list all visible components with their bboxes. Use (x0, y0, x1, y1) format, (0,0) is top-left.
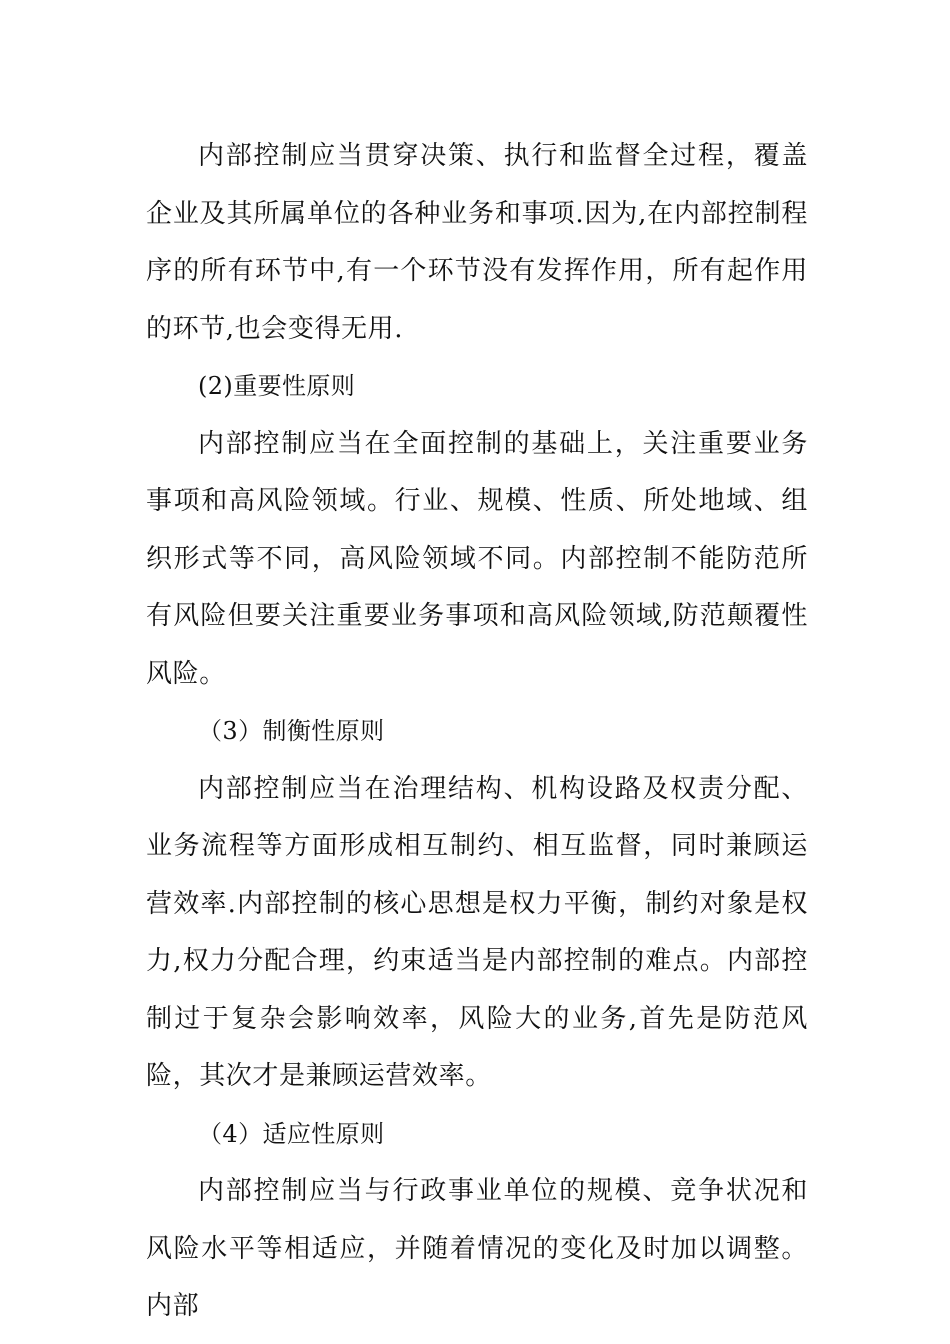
section-heading-adaptability-principle: （4）适应性原则 (198, 1119, 385, 1148)
document-body (146, 128, 808, 1336)
paragraph-adaptability-principle: 内部控制应当与行政事业单位的规模、竞争状况和风险水平等相适应，并随着情况的变化及时加以调整。内部 (146, 1176, 808, 1321)
section-heading-checks-balances-principle: （3）制衡性原则 (198, 717, 385, 745)
paragraph-checks-balances-principle: 内部控制应当在治理结构、机构设路及权责分配、业务流程等方面形成相互制约、相互监督，同时兼顾运营效率.内部控制的核心思想是权力平衡，制约对象是权力,权力分配合理，约束适当是内部控制的难点。内部控制过于复杂会影响效率，风险大的业务,首先是防范风险，其次才是兼顾运营效率。 (146, 773, 808, 1091)
section-heading-importance-principle: (2)重要性原则 (198, 372, 356, 400)
paragraph-comprehensive-principle: 内部控制应当贯穿决策、执行和监督全过程，覆盖企业及其所属单位的各种业务和事项.因为,在内部控制程序的所有环节中,有一个环节没有发挥作用，所有起作用的环节,也会变得无用. (146, 141, 808, 344)
paragraph-importance-principle: 内部控制应当在全面控制的基础上，关注重要业务事项和高风险领域。行业、规模、性质、所处地域、组织形式等不同，高风险领域不同。内部控制不能防范所有风险但要关注重要业务事项和高风险领域,防范颠覆性风险。 (146, 428, 808, 689)
